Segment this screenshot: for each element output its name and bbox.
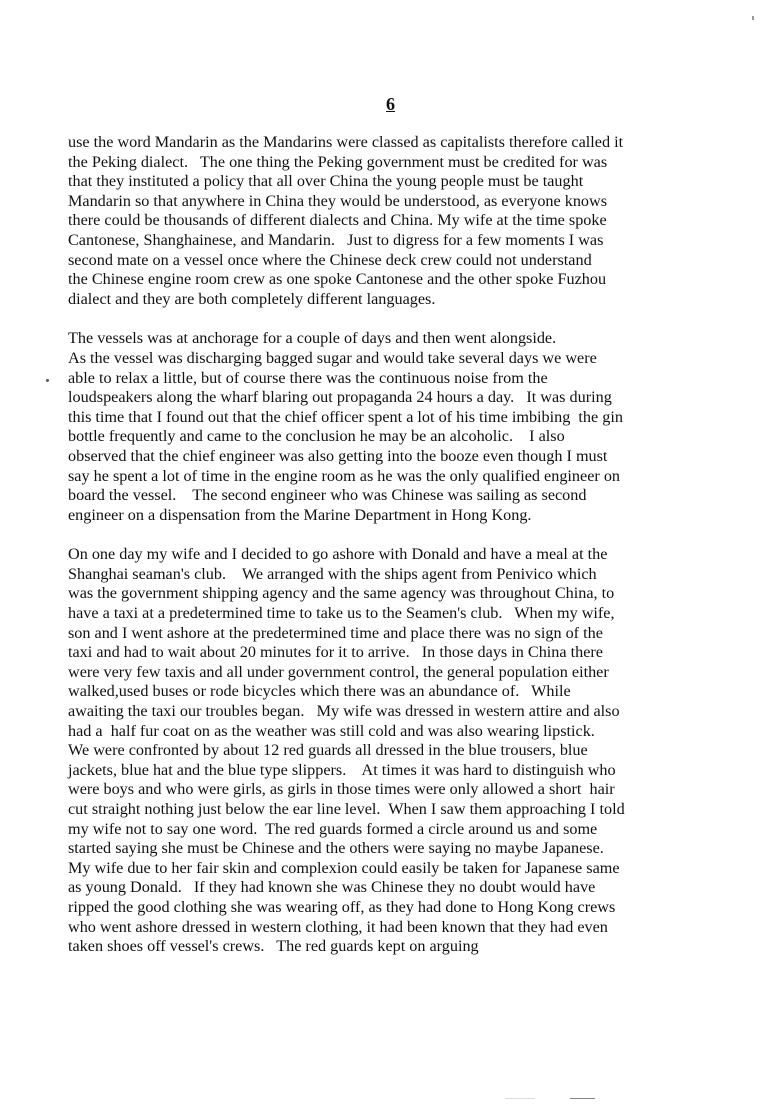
text-line: My wife due to her fair skin and complexion could easily be taken for Japanese same [68, 858, 620, 877]
text-line: board the vessel. The second engineer who was Chinese was sailing as second [68, 486, 587, 505]
text-line: walked,used buses or rode bicycles which there was an abundance of. While [68, 682, 571, 701]
text-line: the Peking dialect. The one thing the Peking government must be credited for was [68, 152, 608, 171]
text-line: say he spent a lot of time in the engine room as he was the only qualified engineer on [68, 466, 621, 485]
text-line: my wife not to say one word. The red guards formed a circle around us and some [68, 819, 598, 838]
text-line: observed that the chief engineer was also getting into the booze even though I must [68, 446, 608, 465]
text-line: able to relax a little, but of course there was the continuous noise from the [68, 368, 548, 387]
text-line: as young Donald. If they had known she was Chinese they no doubt would have [68, 878, 596, 897]
text-line: second mate on a vessel once where the Chinese deck crew could not understand [68, 250, 592, 269]
text-line: son and I went ashore at the predetermined time and place there was no sign of the [68, 623, 603, 642]
text-line: jackets, blue hat and the blue type slippers. At times it was hard to distinguish who [68, 760, 616, 779]
text-line: use the word Mandarin as the Mandarins were classed as capitalists therefore called it [68, 133, 624, 151]
text-line: cut straight nothing just below the ear line level. When I saw them approaching I told [68, 800, 625, 818]
page-number: 6 [386, 94, 395, 114]
text-line: On one day my wife and I decided to go ashore with Donald and have a meal at the [68, 545, 608, 564]
text-line: Shanghai seaman's club. We arranged with the ships agent from Penivico which [68, 564, 597, 583]
text-line: ripped the good clothing she was wearing off, as they had done to Hong Kong crews [68, 897, 616, 916]
paragraph-dialects [68, 133, 728, 309]
paragraph-spacer [68, 309, 728, 329]
scan-artifact [505, 1098, 535, 1099]
text-line: had a half fur coat on as the weather was still cold and was also wearing lipstick. [68, 721, 595, 740]
text-line: As the vessel was discharging bagged sugar and would take several days we were [68, 348, 597, 367]
text-line: started saying she must be Chinese and the others were saying no maybe Japanese. [68, 839, 604, 858]
text-line: who went ashore dressed in western clothing, it had been known that they had even [68, 917, 608, 936]
text-line: were very few taxis and all under government control, the general population either [68, 662, 609, 681]
paragraph-shanghai-ashore [68, 545, 728, 956]
text-line: the Chinese engine room crew as one spoke Cantonese and the other spoke Fuzhou [68, 270, 607, 289]
body-text [68, 133, 728, 957]
text-line: were boys and who were girls, as girls in those times were only allowed a short hair [68, 780, 615, 799]
text-line: have a taxi at a predetermined time to take us to the Seamen's club. When my wife, [68, 604, 615, 623]
scan-artifact [752, 16, 754, 20]
scan-speck [46, 379, 49, 382]
text-line: awaiting the taxi our troubles began. My wife was dressed in western attire and also [68, 702, 620, 721]
text-line: The vessels was at anchorage for a couple of days and then went alongside. [68, 329, 557, 348]
text-line: dialect and they are both completely different languages. [68, 289, 436, 308]
text-line: this time that I found out that the chief officer spent a lot of his time imbibing the gin [68, 407, 623, 426]
text-line: taxi and had to wait about 20 minutes for it to arrive. In those days in China there [68, 643, 603, 662]
text-line: loudspeakers along the wharf blaring out propaganda 24 hours a day. It was during [68, 388, 612, 407]
text-line: Cantonese, Shanghainese, and Mandarin. Just to digress for a few moments I was [68, 230, 604, 249]
text-line: was the government shipping agency and the same agency was throughout China, to [68, 584, 615, 603]
text-line: there could be thousands of different dialects and China. My wife at the time spoke [68, 211, 607, 230]
text-line: We were confronted by about 12 red guards all dressed in the blue trousers, blue [68, 741, 588, 760]
text-line: taken shoes off vessel's crews. The red guards kept on arguing [68, 937, 479, 956]
scan-artifact [570, 1098, 595, 1099]
paragraph-vessel-alongside [68, 329, 728, 525]
text-line: that they instituted a policy that all over China the young people must be taught [68, 172, 584, 191]
text-line: bottle frequently and came to the conclusion he may be an alcoholic. I also [68, 427, 565, 446]
text-line: Mandarin so that anywhere in China they would be understood, as everyone knows [68, 191, 608, 210]
paragraph-spacer [68, 525, 728, 545]
text-line: engineer on a dispensation from the Marine Department in Hong Kong. [68, 505, 532, 524]
